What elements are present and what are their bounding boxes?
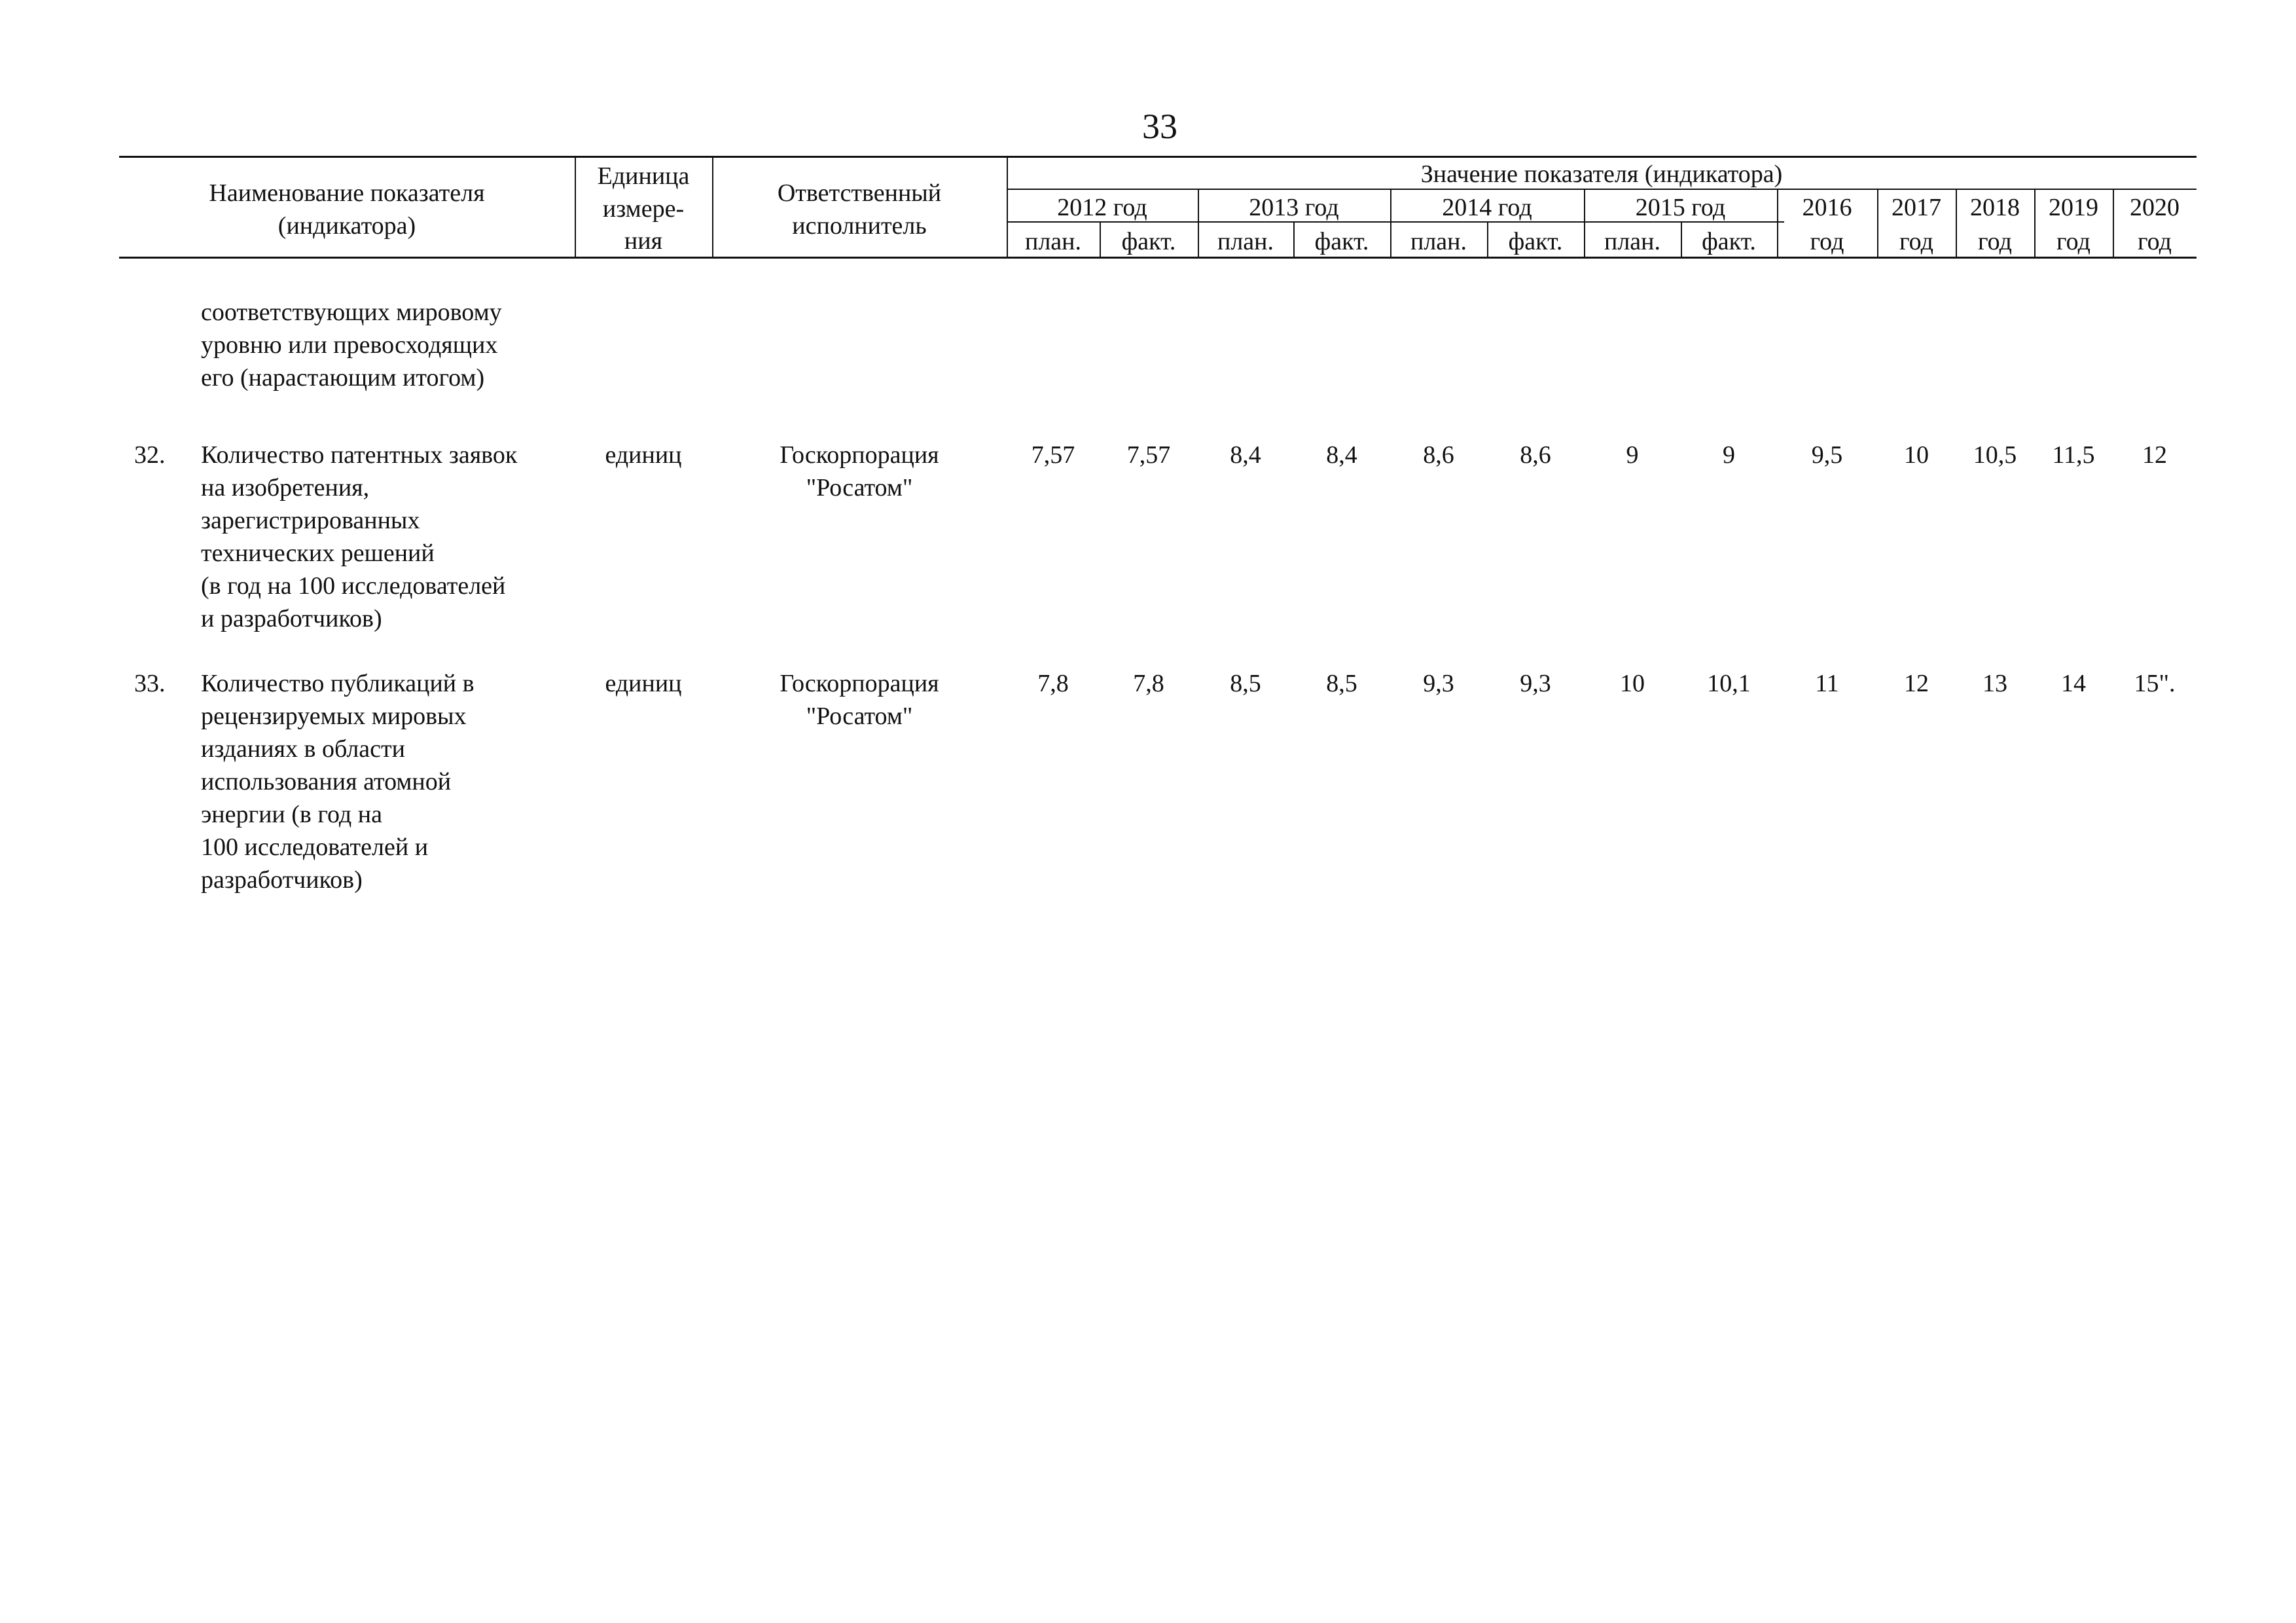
- header-unit-line3: ния: [624, 227, 663, 255]
- value-2012-plan: 7,8: [1037, 670, 1069, 697]
- header-plan-2015: план.: [1604, 228, 1660, 255]
- header-name-line2: (индикатора): [278, 212, 416, 240]
- continuation-line: уровню или превосходящих: [201, 331, 498, 359]
- indicator-name-line: рецензируемых мировых: [201, 702, 467, 730]
- header-resp-line2: исполнитель: [792, 212, 927, 240]
- value-2013-plan: 8,4: [1230, 441, 1261, 469]
- value-2019: 11,5: [2052, 441, 2095, 469]
- header-fact-2013: факт.: [1314, 228, 1369, 255]
- value-2015-fact: 10,1: [1707, 670, 1751, 697]
- header-unit-line2: измере-: [602, 195, 685, 223]
- header-god-2020: год: [2138, 228, 2172, 255]
- responsible-line: Госкорпорация: [780, 670, 939, 697]
- header-year-2016: 2016: [1802, 194, 1852, 221]
- value-2014-fact: 9,3: [1520, 670, 1551, 697]
- value-2016: 9,5: [1811, 441, 1843, 469]
- header-resp-line1: Ответственный: [777, 179, 942, 207]
- value-2014-fact: 8,6: [1520, 441, 1551, 469]
- header-year-2019: 2019: [2049, 194, 2098, 221]
- header-year-2017: 2017: [1892, 194, 1941, 221]
- header-plan-2013: план.: [1217, 228, 1274, 255]
- header-year-2013: 2013 год: [1249, 194, 1339, 221]
- header-fact-2014: факт.: [1508, 228, 1563, 255]
- values-title-rule: [1007, 189, 2197, 190]
- header-plan-2014: план.: [1410, 228, 1467, 255]
- header-god-2019: год: [2056, 228, 2090, 255]
- responsible-cell: [712, 439, 1007, 504]
- indicator-name-line: зарегистрированных: [201, 507, 420, 534]
- header-year-2015: 2015 год: [1635, 194, 1726, 221]
- value-2015-plan: 10: [1620, 670, 1645, 697]
- header-bottom-rule: [119, 257, 2197, 259]
- header-year-2018: 2018: [1970, 194, 2020, 221]
- value-2016: 11: [1815, 670, 1839, 697]
- responsible-line: "Росатом": [806, 702, 913, 730]
- indicator-name-line: 100 исследователей и: [201, 833, 429, 861]
- unit-cell: единиц: [605, 670, 682, 697]
- indicator-name: [201, 439, 517, 635]
- indicator-name-line: использования атомной: [201, 768, 452, 795]
- indicator-name-line: и разработчиков): [201, 605, 382, 632]
- continuation-text: [201, 296, 502, 394]
- continuation-line: соответствующих мировому: [201, 299, 502, 326]
- header-name-line1: Наименование показателя: [209, 179, 485, 207]
- value-2012-plan: 7,57: [1031, 441, 1075, 469]
- header-plan-2012: план.: [1024, 228, 1081, 255]
- indicator-name: [201, 667, 475, 896]
- years-rule: [1007, 221, 1784, 223]
- indicator-name-line: Количество публикаций в: [201, 670, 475, 697]
- page-number: 33: [1142, 107, 1177, 146]
- header-unit-line1: Единица: [597, 162, 690, 190]
- value-2020: 12: [2142, 441, 2167, 469]
- indicator-name-line: энергии (в год на: [201, 801, 382, 828]
- unit-cell: единиц: [605, 441, 682, 469]
- header-year-2014: 2014 год: [1442, 194, 1532, 221]
- header-fact-2012: факт.: [1121, 228, 1176, 255]
- indicator-name-line: разработчиков): [201, 866, 363, 894]
- indicator-name-line: (в год на 100 исследователей: [201, 572, 506, 600]
- header-year-2020: 2020: [2130, 194, 2179, 221]
- responsible-cell: [712, 667, 1007, 733]
- value-2014-plan: 9,3: [1423, 670, 1454, 697]
- responsible-line: "Росатом": [806, 474, 913, 501]
- indicator-name-line: технических решений: [201, 539, 435, 567]
- value-2015-fact: 9: [1723, 441, 1735, 469]
- continuation-line: его (нарастающим итогом): [201, 364, 485, 392]
- indicator-name-line: изданиях в области: [201, 735, 405, 763]
- value-2015-plan: 9: [1626, 441, 1639, 469]
- value-2012-fact: 7,8: [1133, 670, 1164, 697]
- value-2020: 15".: [2134, 670, 2176, 697]
- value-2017: 12: [1904, 670, 1929, 697]
- value-2013-plan: 8,5: [1230, 670, 1261, 697]
- value-2019: 14: [2061, 670, 2086, 697]
- header-year-2012: 2012 год: [1057, 194, 1147, 221]
- responsible-line: Госкорпорация: [780, 441, 939, 469]
- value-2013-fact: 8,5: [1326, 670, 1357, 697]
- col-sep-unit-resp: [712, 157, 713, 257]
- header-values-title: Значение показателя (индикатора): [1420, 160, 1783, 188]
- header-god-2016: год: [1810, 228, 1844, 255]
- row-number: 33.: [134, 670, 166, 697]
- header-god-2018: год: [1978, 228, 2012, 255]
- value-2018: 10,5: [1973, 441, 2017, 469]
- indicator-name-line: на изобретения,: [201, 474, 370, 501]
- table-top-rule: [119, 156, 2197, 158]
- row-number: 32.: [134, 441, 166, 469]
- header-god-2017: год: [1899, 228, 1933, 255]
- value-2018: 13: [1982, 670, 2007, 697]
- value-2017: 10: [1904, 441, 1929, 469]
- value-2014-plan: 8,6: [1423, 441, 1454, 469]
- header-fact-2015: факт.: [1702, 228, 1756, 255]
- value-2012-fact: 7,57: [1126, 441, 1171, 469]
- indicator-name-line: Количество патентных заявок: [201, 441, 518, 469]
- value-2013-fact: 8,4: [1326, 441, 1357, 469]
